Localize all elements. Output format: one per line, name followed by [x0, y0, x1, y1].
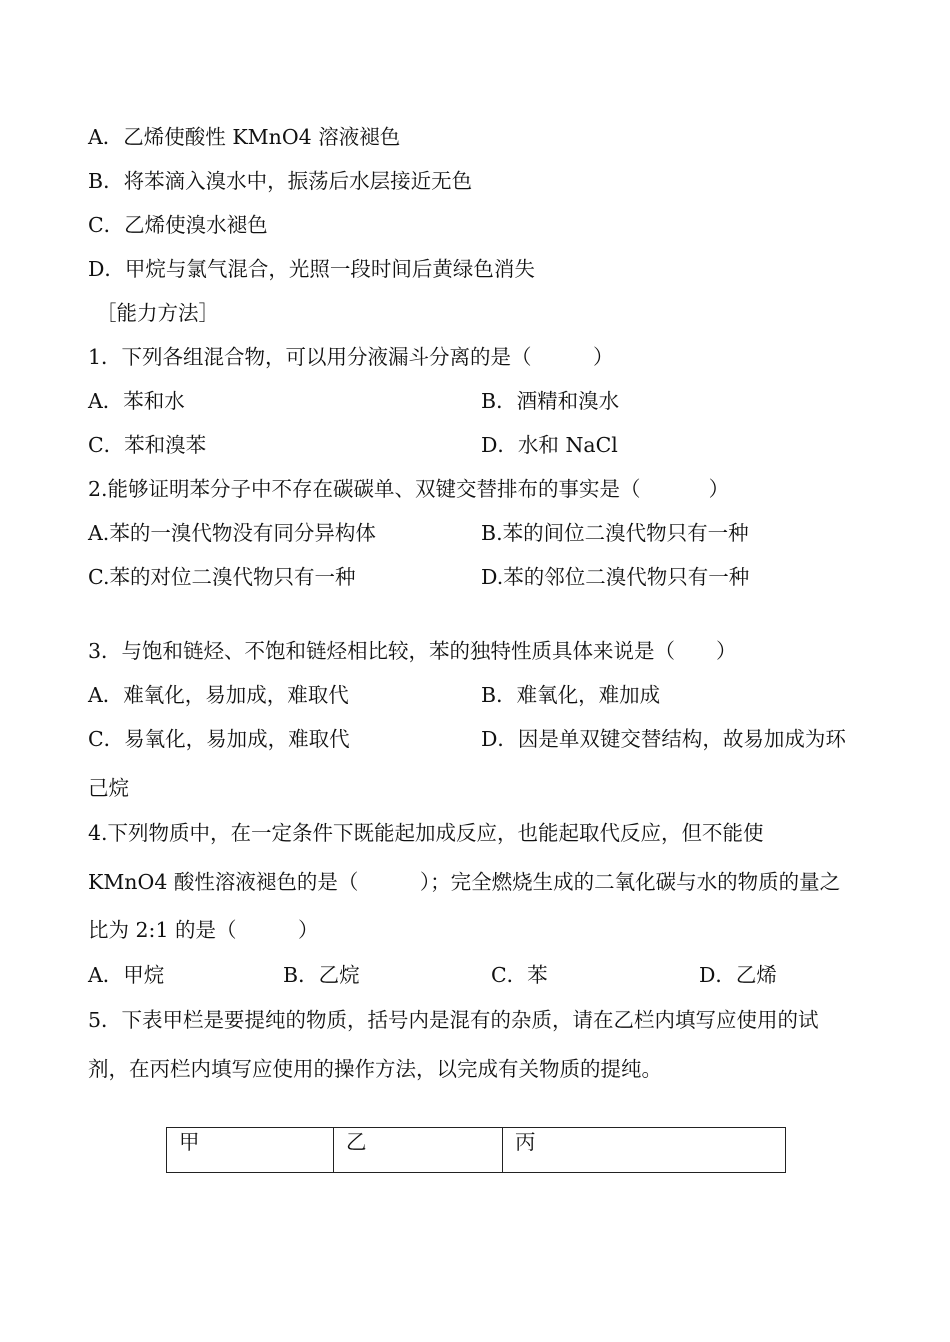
table-header-cell: 乙: [334, 1128, 503, 1173]
q4-option-b: B．乙烷: [283, 963, 360, 987]
q5-stem-line2: 剂，在丙栏内填写应使用的操作方法，以完成有关物质的提纯。: [88, 1057, 662, 1081]
q1-option-b: B．酒精和溴水: [481, 389, 620, 413]
q3-option-c: C．易氧化，易加成，难取代: [88, 727, 350, 751]
q3-option-b: B．难氧化，难加成: [481, 683, 661, 707]
purification-table: [166, 1127, 786, 1173]
top-option-c: C．乙烯使溴水褪色: [88, 213, 268, 237]
q4-option-d: D．乙烯: [699, 963, 777, 987]
q1-stem: 1．下列各组混合物，可以用分液漏斗分离的是（ ）: [88, 345, 614, 369]
q4-stem-line2: KMnO4 酸性溶液褪色的是（ ）；完全燃烧生成的二氧化碳与水的物质的量之: [88, 870, 841, 894]
q4-stem-line1: 4.下列物质中，在一定条件下既能起加成反应，也能起取代反应，但不能使: [88, 821, 764, 845]
q3-option-d: D．因是单双键交替结构，故易加成为环: [481, 727, 846, 751]
q1-option-d: D．水和 NaCl: [481, 433, 618, 457]
q3-option-a: A．难氧化，易加成，难取代: [88, 683, 349, 707]
top-option-a: A．乙烯使酸性 KMnO4 溶液褪色: [88, 125, 401, 149]
q4-option-a: A．甲烷: [88, 963, 165, 987]
q3-stem: 3．与饱和链烃、不饱和链烃相比较，苯的独特性质具体来说是（ ）: [88, 639, 737, 663]
q2-option-a: A.苯的一溴代物没有同分异构体: [88, 521, 376, 545]
top-option-d: D．甲烷与氯气混合，光照一段时间后黄绿色消失: [88, 257, 535, 281]
q4-option-c: C．苯: [491, 963, 548, 987]
q2-option-c: C.苯的对位二溴代物只有一种: [88, 565, 356, 589]
q2-stem: 2.能够证明苯分子中不存在碳碳单、双键交替排布的事实是（ ）: [88, 477, 730, 501]
q3-option-d-continued: 己烷: [88, 776, 129, 800]
table-header-row: [167, 1128, 786, 1173]
section-title: ［能力方法］: [96, 301, 219, 325]
q5-stem-line1: 5．下表甲栏是要提纯的物质，括号内是混有的杂质，请在乙栏内填写应使用的试: [88, 1008, 819, 1032]
q2-option-b: B.苯的间位二溴代物只有一种: [481, 521, 749, 545]
q1-option-c: C．苯和溴苯: [88, 433, 207, 457]
top-option-b: B．将苯滴入溴水中，振荡后水层接近无色: [88, 169, 473, 193]
q4-stem-line3: 比为 2:1 的是（ ）: [88, 918, 319, 942]
q2-option-d: D.苯的邻位二溴代物只有一种: [481, 565, 750, 589]
q1-option-a: A．苯和水: [88, 389, 185, 413]
table-header-cell: 丙: [503, 1128, 786, 1173]
table-header-cell: 甲: [167, 1128, 334, 1173]
